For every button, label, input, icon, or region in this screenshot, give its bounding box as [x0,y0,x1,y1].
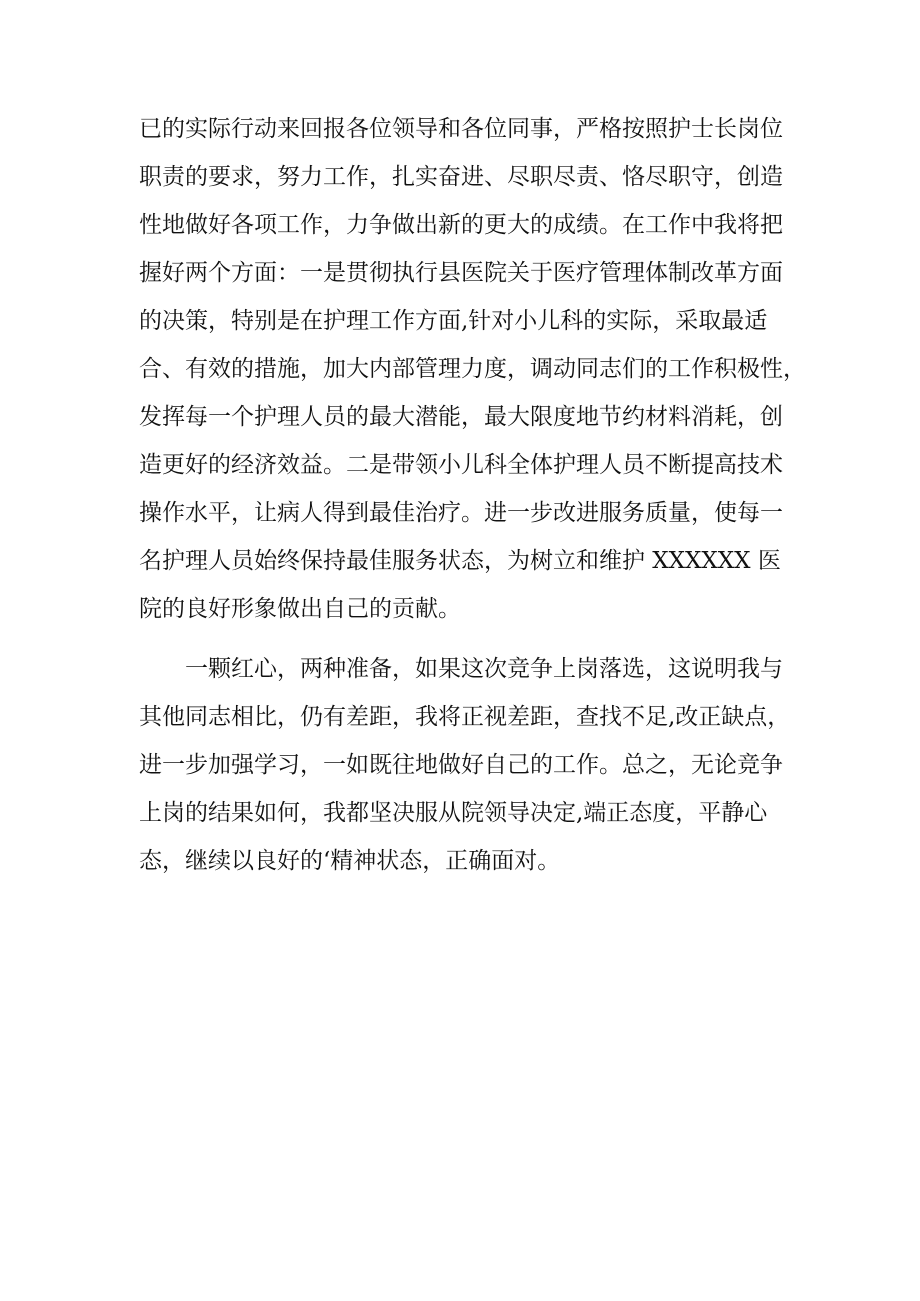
paragraph-line: 的决策，特别是在护理工作方面,针对小儿科的实际，采取最适 [139,308,768,334]
paragraph-line: 院的良好形象做出自己的贡献。 [139,596,461,622]
paragraph-line: 进一步加强学习，一如既往地做好自己的工作。总之，无论竞争 [139,752,783,778]
paragraph-line: 已的实际行动来回报各位领导和各位同事，严格按照护士长岗位 [139,116,783,142]
paragraph-line: 发挥每一个护理人员的最大潜能，最大限度地节约材料消耗，创 [139,404,783,430]
paragraph-line: 上岗的结果如何，我都坚决服从院领导决定,端正态度，平静心 [139,800,768,826]
paragraph-line: 其他同志相比，仍有差距，我将正视差距，查找不足,改正缺点， [139,704,791,730]
paragraph-line: 造更好的经济效益。二是带领小儿科全体护理人员不断提高技术 [139,452,783,478]
paragraph-line: 态，继续以良好的‘精神状态，正确面对。 [139,848,561,874]
paragraph-line: 操作水平，让病人得到最佳治疗。进一步改进服务质量，使每一 [139,500,783,526]
paragraph-line: 名护理人员始终保持最佳服务状态，为树立和维护 XXXXXX 医 [139,548,781,574]
paragraph-line: 性地做好各项工作，力争做出新的更大的成绩。在工作中我将把 [139,212,783,238]
paragraph-line: 握好两个方面：一是贯彻执行县医院关于医疗管理体制改革方面 [139,260,783,286]
paragraph-line: 职责的要求，努力工作，扎实奋进、尽职尽责、恪尽职守，创造 [139,164,783,190]
paragraph-line: 合、有效的措施，加大内部管理力度，调动同志们的工作积极性， [139,356,806,382]
paragraph-line: 一颗红心，两种准备，如果这次竞争上岗落选，这说明我与 [185,656,783,682]
